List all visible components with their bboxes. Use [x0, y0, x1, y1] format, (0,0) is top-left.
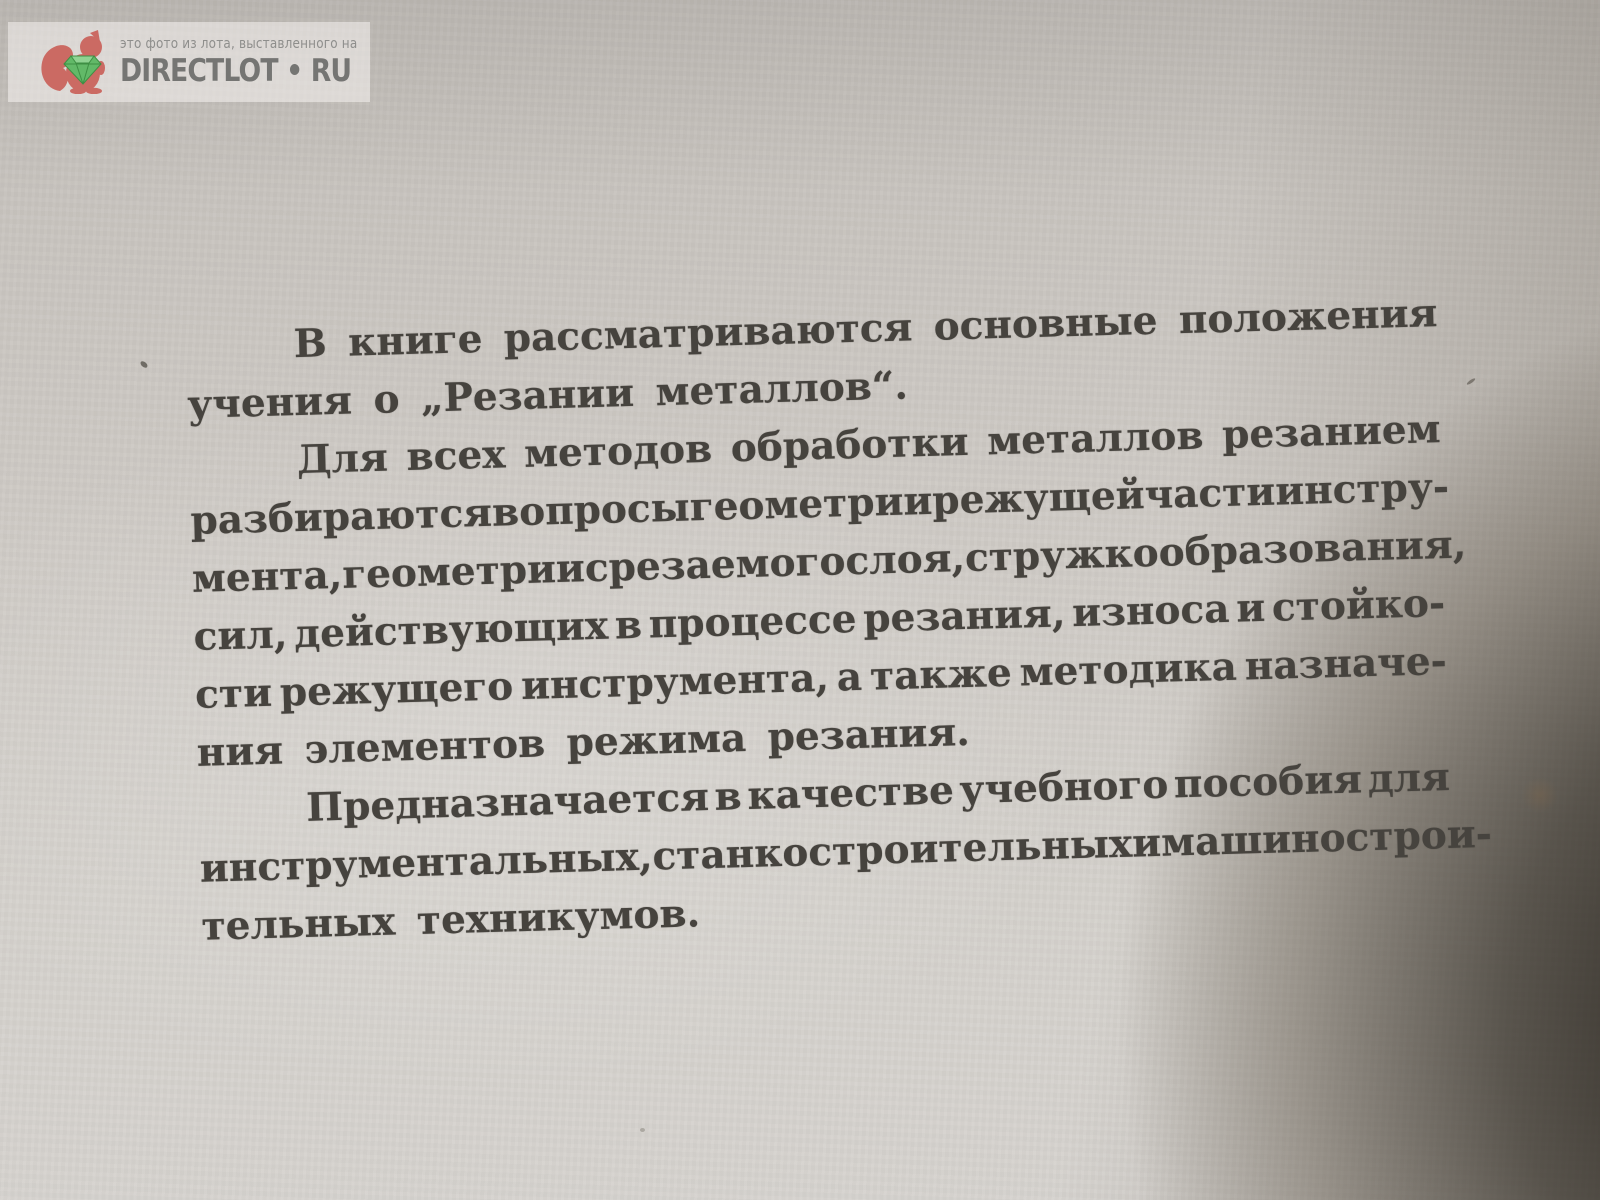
word: сил,	[193, 611, 288, 660]
word: инструментальных,	[199, 833, 654, 892]
word: слоя,	[844, 534, 966, 585]
word: в	[713, 773, 743, 820]
paper-speck	[1466, 377, 1476, 385]
word: книге	[347, 315, 484, 366]
word: методика	[1019, 643, 1238, 696]
word: части	[1144, 468, 1276, 519]
word: назначе-	[1244, 638, 1448, 690]
word: также	[869, 649, 1013, 700]
watermark-text	[120, 37, 357, 87]
word: износа	[1071, 585, 1231, 637]
paper-speck	[640, 1128, 645, 1132]
word: рассматриваются	[503, 304, 913, 362]
word: методов	[523, 425, 713, 477]
word: резания,	[862, 590, 1066, 642]
text-line: ния элементов режима резания.	[196, 708, 971, 776]
word: металлов	[986, 412, 1205, 465]
word: основные	[933, 297, 1159, 350]
word: машинострои-	[1160, 810, 1493, 866]
word: разбираются	[189, 489, 493, 544]
squirrel-logo-icon	[38, 30, 112, 94]
word: стойко-	[1271, 580, 1446, 631]
word: учебного	[958, 761, 1169, 814]
paper-speck	[139, 360, 148, 369]
text-line: тельных техникумов.	[200, 890, 701, 950]
word: обработки	[730, 418, 970, 472]
word: стружкообразования,	[964, 521, 1467, 581]
word: сти	[194, 669, 273, 718]
word: процессе	[648, 595, 858, 648]
annotation-text	[185, 284, 1493, 956]
word: пособия	[1173, 756, 1363, 808]
word: геометрии	[341, 545, 586, 598]
word: а	[836, 653, 863, 701]
word: станкостроительных	[651, 820, 1133, 880]
word: для	[1366, 753, 1451, 803]
word: вопросы	[491, 484, 691, 536]
word: качестве	[746, 767, 955, 819]
word: Предназначается	[305, 774, 710, 831]
word: действующих	[293, 602, 609, 658]
paragraph	[188, 400, 1467, 782]
word: инстру-	[1274, 463, 1450, 515]
word: и	[1131, 819, 1162, 867]
word: мента,	[191, 551, 343, 602]
word: геометрии	[689, 477, 933, 531]
paragraph	[198, 748, 1493, 956]
word: резанием	[1221, 406, 1442, 458]
word: в	[614, 601, 643, 649]
word: режущего	[279, 663, 514, 716]
word: положения	[1178, 290, 1438, 344]
word: В	[293, 320, 328, 368]
word: Для	[296, 434, 389, 484]
word: режущей	[931, 472, 1146, 524]
watermark-tagline: это фото из лота, выставленного на	[120, 36, 358, 52]
word: срезаемого	[584, 538, 847, 592]
directlot-watermark	[8, 22, 370, 102]
word: инструмента,	[520, 654, 830, 710]
word: и	[1235, 584, 1266, 632]
word: всех	[405, 431, 507, 481]
text-line: учения о „Резании металлов“.	[186, 362, 909, 428]
watermark-brand: DIRECTLOT • RU	[120, 53, 352, 89]
